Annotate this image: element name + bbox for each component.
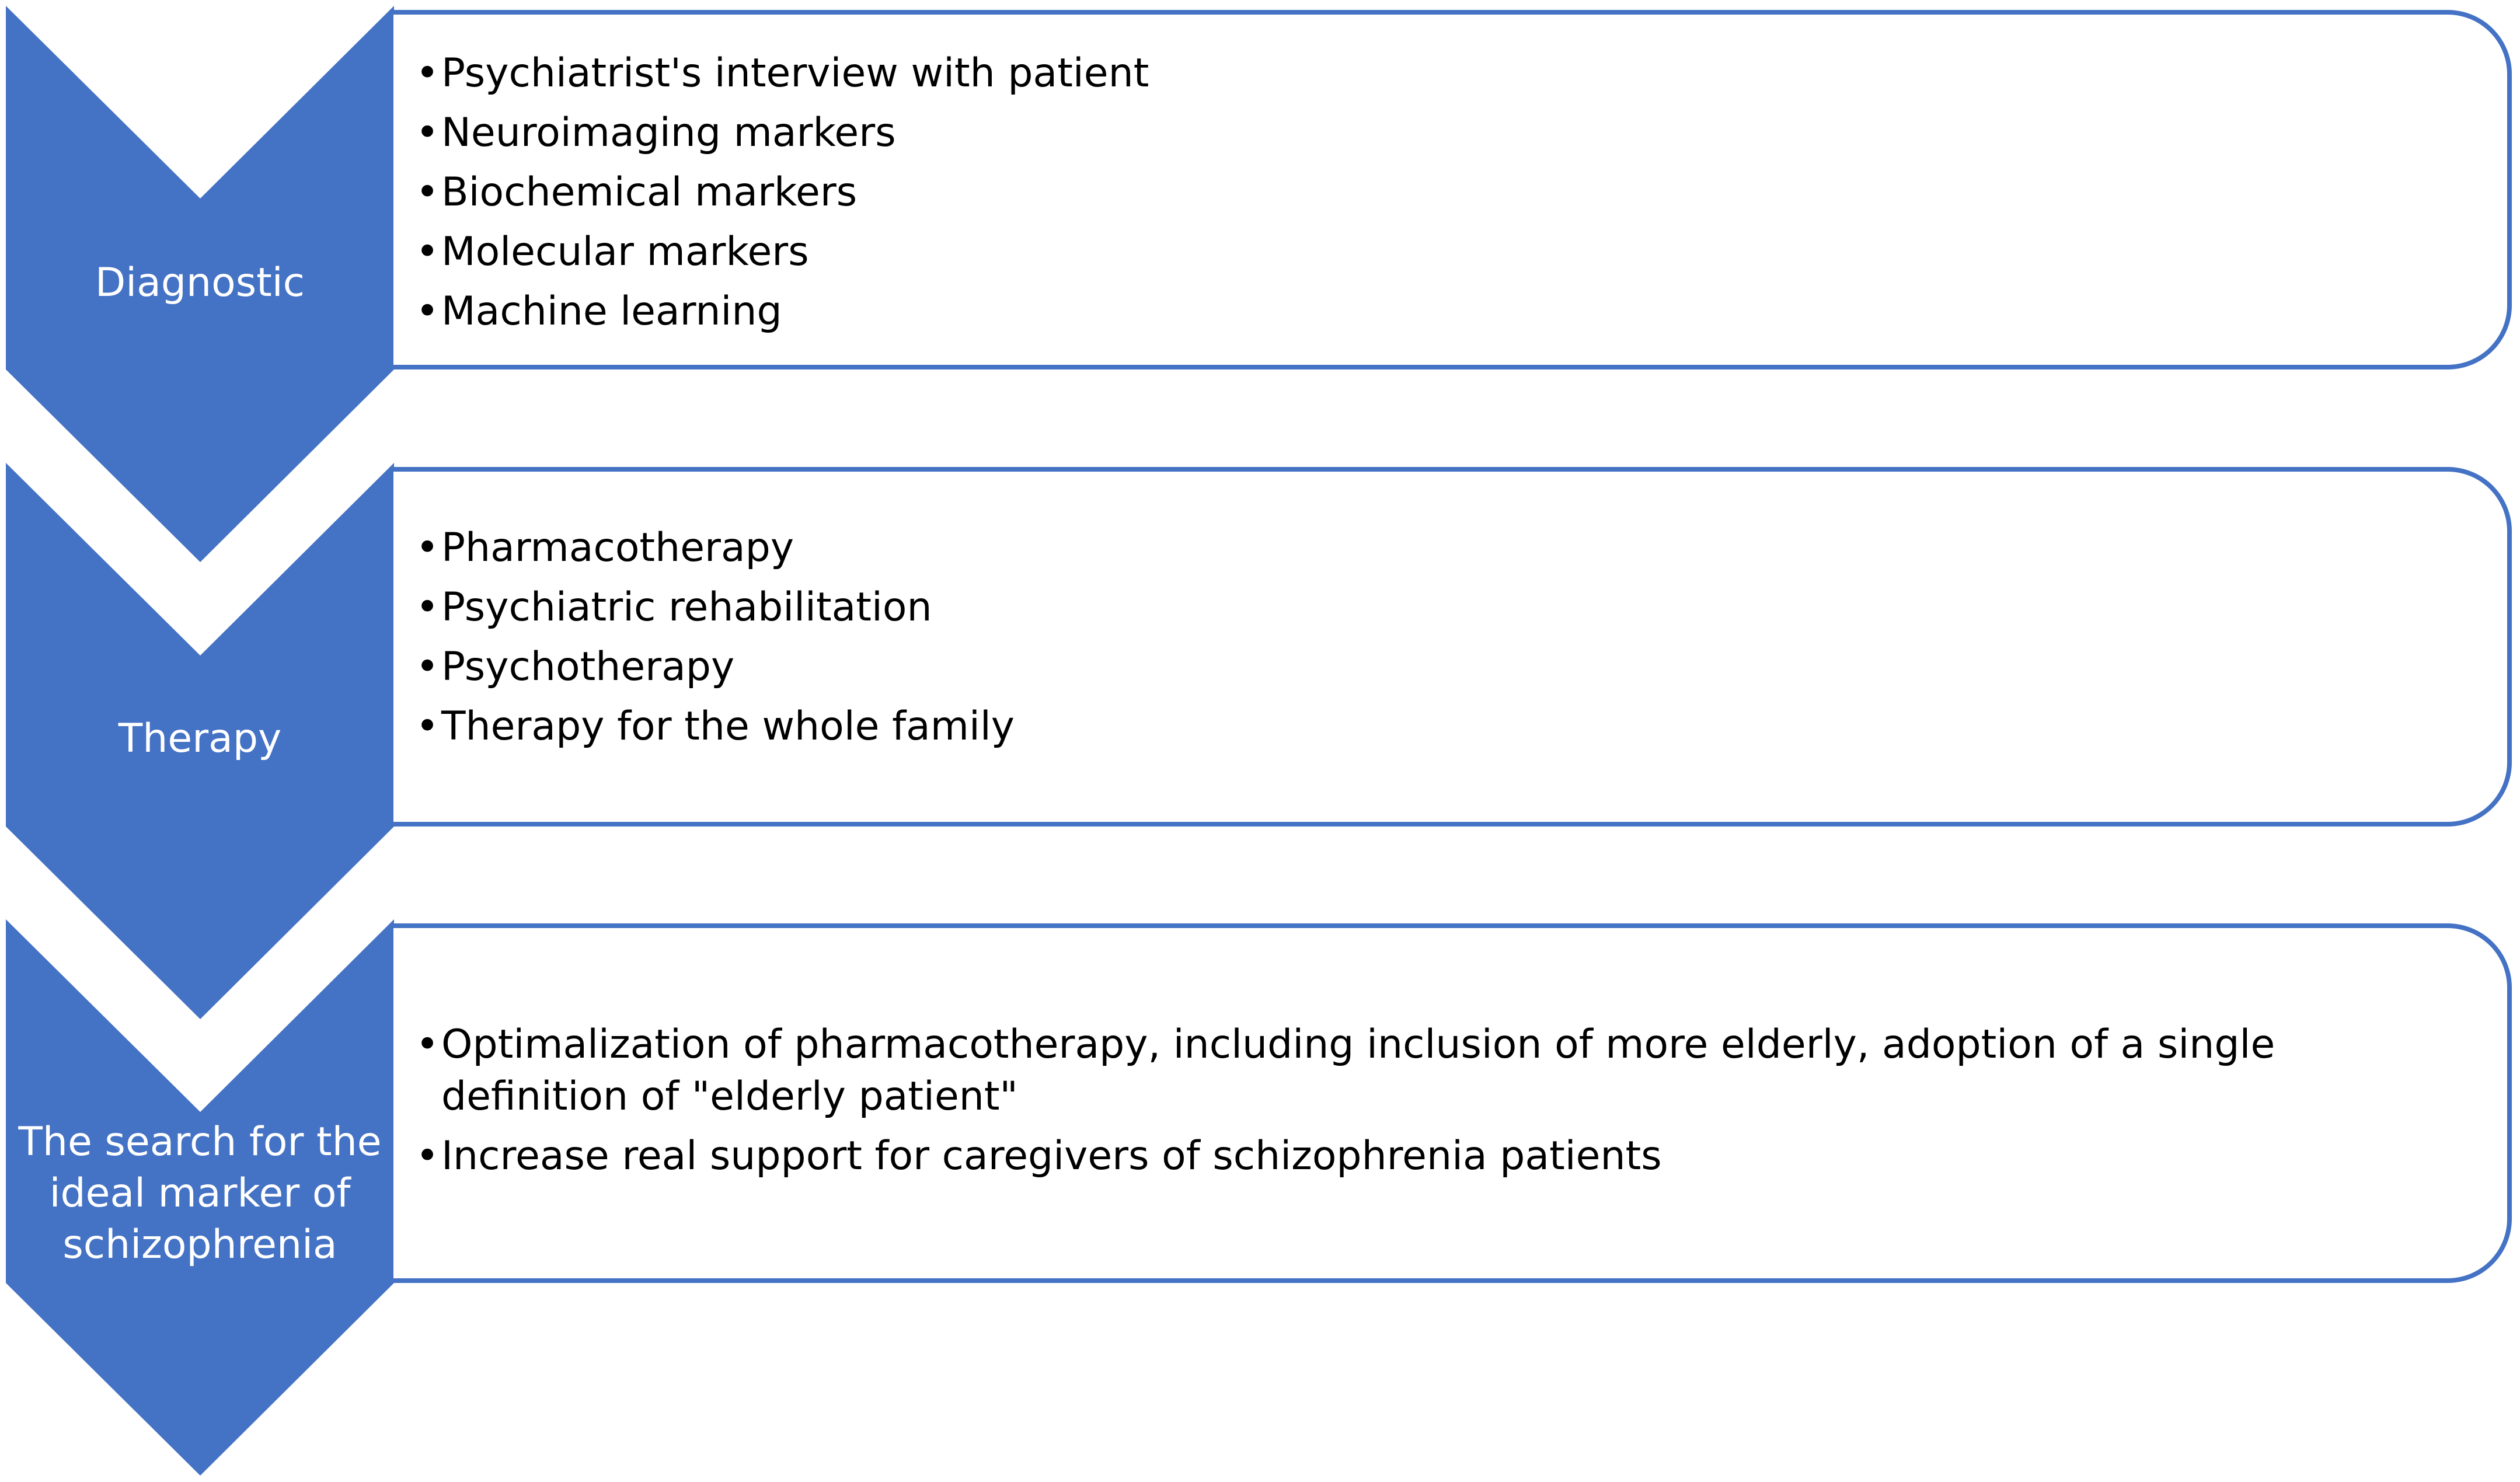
bullet-item: [416, 1130, 2437, 1182]
bullet-item: [416, 163, 2437, 222]
bullet-item: [416, 44, 2437, 103]
bullet-text: Machine learning: [441, 288, 782, 334]
bullet-item: [416, 1019, 2437, 1122]
bullet-text: Molecular markers: [441, 229, 809, 275]
bullet-text: Biochemical markers: [441, 169, 858, 215]
bullet-text: Therapy for the whole family: [441, 703, 1015, 749]
bullet-dot-icon: •: [416, 644, 440, 690]
bullet-text: Psychiatrist's interview with patient: [441, 50, 1149, 96]
bullet-text: Psychotherapy: [441, 644, 735, 690]
bullet-dot-icon: •: [416, 169, 440, 215]
bullet-text: Psychiatric rehabilitation: [441, 584, 932, 630]
diagnostic-items-box: [393, 10, 2512, 369]
diagnostic-bullet-list: [416, 44, 2437, 341]
bullet-dot-icon: •: [416, 110, 440, 156]
bullet-item: [416, 282, 2437, 341]
search-ideal-marker-items-box: [393, 923, 2512, 1283]
bullet-text: Optimalization of pharmacotherapy, including inclusion of more elderly, adoption of a single definition of "elderly patient": [441, 1021, 2275, 1120]
bullet-item: [416, 222, 2437, 282]
stage-label-diagnostic: Diagnostic: [95, 260, 305, 306]
bullet-dot-icon: •: [416, 525, 440, 571]
bullet-dot-icon: •: [416, 1021, 440, 1068]
bullet-item: [416, 697, 2437, 756]
bullet-dot-icon: •: [416, 1133, 440, 1179]
bullet-text: Neuroimaging markers: [441, 110, 896, 156]
bullet-dot-icon: •: [416, 288, 440, 334]
stage-label-therapy: Therapy: [118, 716, 282, 762]
bullet-item: [416, 518, 2437, 578]
bullet-item: [416, 103, 2437, 163]
bullet-dot-icon: •: [416, 50, 440, 96]
bullet-dot-icon: •: [416, 229, 440, 275]
bullet-item: [416, 578, 2437, 637]
bullet-text: Increase real support for caregivers of schizophrenia patients: [441, 1133, 1662, 1179]
bullet-dot-icon: •: [416, 584, 440, 630]
therapy-items-box: [393, 467, 2512, 827]
therapy-bullet-list: [416, 518, 2437, 756]
stage-label-search-ideal-marker: The search for the ideal marker of schizophrenia: [18, 1119, 382, 1268]
bullet-dot-icon: •: [416, 703, 440, 749]
search-ideal-marker-bullet-list: [416, 1019, 2437, 1190]
bullet-text: Pharmacotherapy: [441, 525, 794, 571]
bullet-item: [416, 637, 2437, 697]
